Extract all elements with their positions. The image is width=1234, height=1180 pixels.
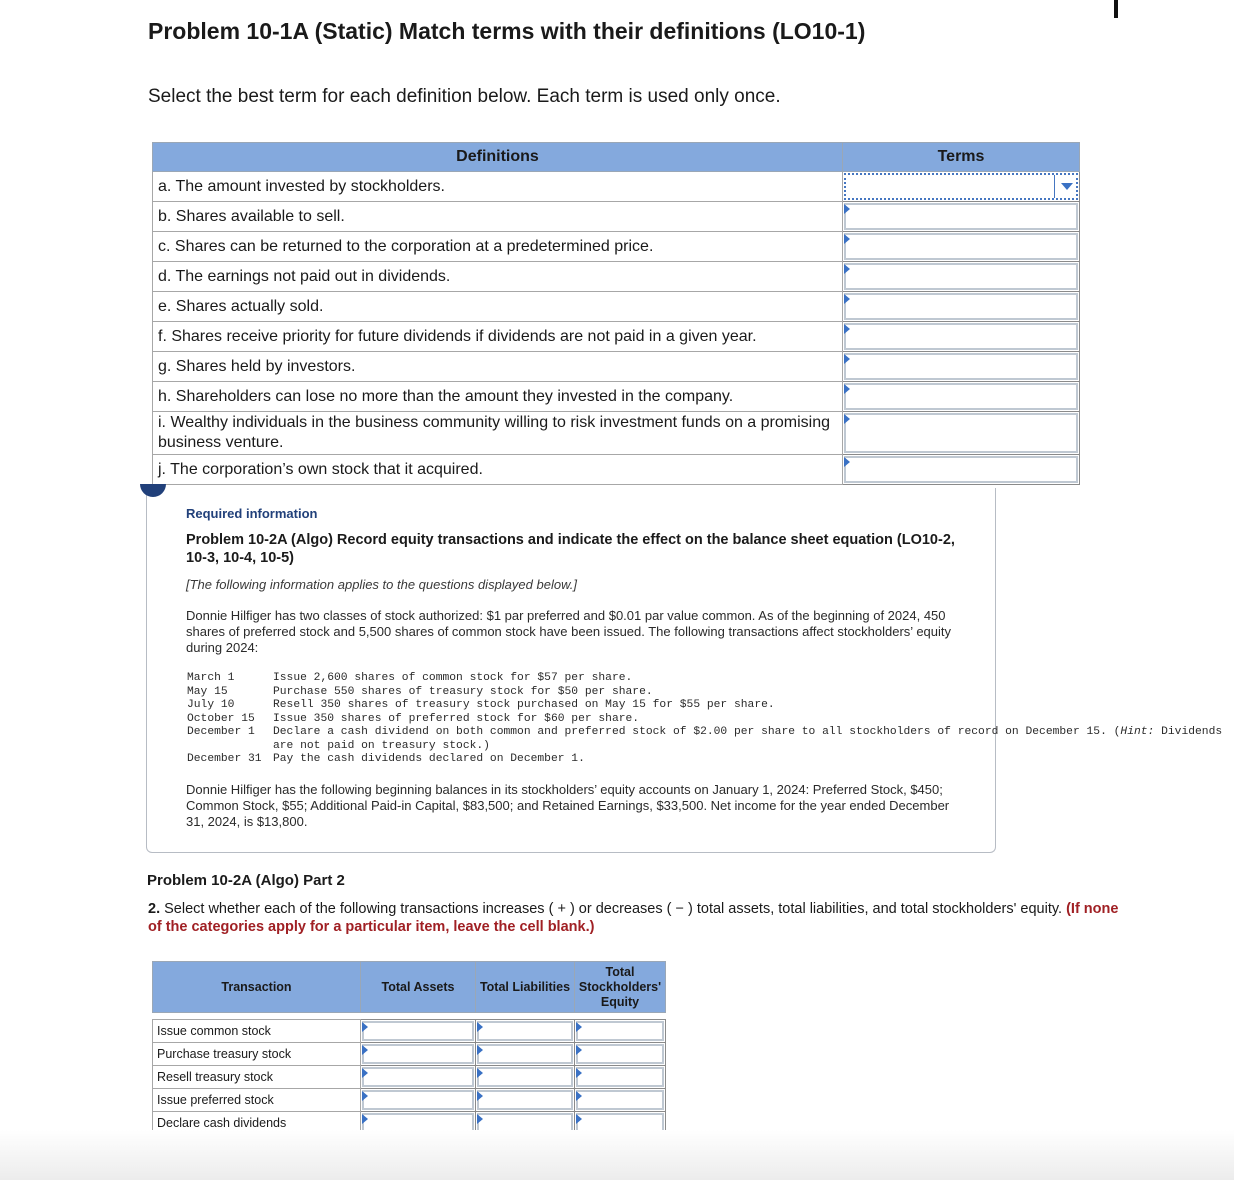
transaction-text: Pay the cash dividends declared on December 1. bbox=[273, 753, 585, 765]
transaction-label: Declare cash dividends bbox=[153, 1112, 361, 1135]
transaction-date: May 15 bbox=[187, 685, 228, 698]
liabilities-select[interactable] bbox=[476, 1089, 575, 1112]
applies-note: [The following information applies to the questions displayed below.] bbox=[186, 577, 577, 592]
equity-select[interactable] bbox=[575, 1066, 666, 1089]
dropdown-marker-icon bbox=[576, 1022, 582, 1032]
bottom-shadow bbox=[0, 1130, 1234, 1180]
equity-select[interactable] bbox=[575, 1020, 666, 1043]
instructions: Select the best term for each definition below. Each term is used only once. bbox=[148, 86, 781, 107]
definition-text: f. Shares receive priority for future dividends if dividends are not paid in a given year. bbox=[153, 322, 843, 352]
transaction-text: Declare a cash dividend on both common and preferred stock of $2.00 per share to all stockholders of record on December 15. bbox=[273, 726, 1107, 738]
dropdown-marker-icon bbox=[844, 457, 850, 467]
dropdown-marker-icon bbox=[844, 324, 850, 334]
transaction-label: Resell treasury stock bbox=[153, 1066, 361, 1089]
dropdown-cell bbox=[844, 263, 1078, 290]
dropdown-marker-icon bbox=[362, 1091, 368, 1101]
term-select[interactable] bbox=[843, 202, 1080, 232]
definition-row bbox=[153, 322, 1080, 352]
definition-row bbox=[153, 412, 1080, 455]
page-title: Problem 10-1A (Static) Match terms with their definitions (LO10-1) bbox=[148, 18, 866, 44]
term-select[interactable] bbox=[843, 232, 1080, 262]
transaction-item bbox=[187, 672, 1234, 686]
dropdown-marker-icon bbox=[844, 204, 850, 214]
definition-row bbox=[153, 202, 1080, 232]
total-liabilities-header: Total Liabilities bbox=[476, 962, 575, 1013]
effects-row bbox=[153, 1043, 666, 1066]
assets-select[interactable] bbox=[361, 1020, 476, 1043]
dropdown-cell bbox=[844, 413, 1078, 453]
dropdown-marker-icon bbox=[477, 1022, 483, 1032]
equity-select[interactable] bbox=[575, 1089, 666, 1112]
dropdown-marker-icon bbox=[362, 1114, 368, 1124]
dropdown-cell bbox=[362, 1021, 474, 1041]
transaction-item bbox=[187, 713, 1234, 727]
matching-table bbox=[152, 142, 1080, 485]
definition-text: j. The corporation’s own stock that it acquired. bbox=[153, 455, 843, 485]
problem-intro: Donnie Hilfiger has two classes of stock authorized: $1 par preferred and $0.01 par value common. As of the beginning of 2024, 450 shares of preferred stock and 5,500 shares of common stock have been issued. The following transactions affect stockholders’ equity during 2024: bbox=[186, 608, 952, 655]
term-select[interactable] bbox=[843, 412, 1080, 455]
dropdown-cell bbox=[576, 1067, 664, 1087]
total-assets-header: Total Assets bbox=[361, 962, 476, 1013]
dropdown-marker-icon bbox=[362, 1068, 368, 1078]
transaction-label: Issue preferred stock bbox=[153, 1089, 361, 1112]
transaction-item bbox=[187, 699, 1234, 713]
effects-row bbox=[153, 1066, 666, 1089]
dropdown-marker-icon bbox=[844, 294, 850, 304]
dropdown-marker-icon bbox=[477, 1068, 483, 1078]
question-number: 2. bbox=[148, 901, 161, 917]
transaction-text: Resell 350 shares of treasury stock purchased on May 15 for $55 per share. bbox=[273, 699, 775, 711]
definition-text: e. Shares actually sold. bbox=[153, 292, 843, 322]
definitions-header: Definitions bbox=[153, 143, 843, 172]
term-select[interactable] bbox=[843, 262, 1080, 292]
effects-header-row bbox=[153, 962, 666, 1013]
text-cursor bbox=[1114, 0, 1118, 18]
definition-text: c. Shares can be returned to the corporation at a predetermined price. bbox=[153, 232, 843, 262]
dropdown-marker-icon bbox=[477, 1114, 483, 1124]
liabilities-select[interactable] bbox=[476, 1020, 575, 1043]
term-select[interactable] bbox=[843, 292, 1080, 322]
dropdown-marker-icon bbox=[477, 1045, 483, 1055]
term-select-focus bbox=[844, 173, 1078, 200]
transaction-item bbox=[187, 726, 1234, 753]
term-select[interactable] bbox=[843, 322, 1080, 352]
dropdown-marker-icon bbox=[362, 1022, 368, 1032]
effects-row bbox=[153, 1089, 666, 1112]
assets-select[interactable] bbox=[361, 1066, 476, 1089]
question bbox=[148, 900, 1123, 936]
dropdown-marker-icon bbox=[844, 414, 850, 424]
dropdown-cell bbox=[576, 1090, 664, 1110]
term-select[interactable] bbox=[843, 352, 1080, 382]
header-spacer bbox=[153, 1013, 666, 1020]
hint-text: Dividends are not paid on treasury stock. bbox=[273, 726, 1223, 752]
dropdown-cell bbox=[576, 1044, 664, 1064]
dropdown-cell bbox=[362, 1044, 474, 1064]
definition-text: a. The amount invested by stockholders. bbox=[153, 172, 843, 202]
total-equity-header: Total Stockholders' Equity bbox=[575, 962, 666, 1013]
transaction-text-with-hint: Declare a cash dividend on both common and preferred stock of $2.00 per share to all stockholders of record on December 15. (Hint: Dividends are not paid on treasury stock.) bbox=[273, 726, 1223, 752]
equity-select[interactable] bbox=[575, 1043, 666, 1066]
effects-row bbox=[153, 1020, 666, 1043]
chevron-down-icon[interactable] bbox=[1061, 183, 1073, 190]
transaction-text: Purchase 550 shares of treasury stock for $50 per share. bbox=[273, 685, 653, 698]
term-select[interactable] bbox=[843, 382, 1080, 412]
definition-text: i. Wealthy individuals in the business community willing to risk investment funds on a promising business venture. bbox=[153, 412, 843, 455]
part-heading: Problem 10-2A (Algo) Part 2 bbox=[147, 872, 345, 889]
definition-row bbox=[153, 172, 1080, 202]
dropdown-marker-icon bbox=[576, 1091, 582, 1101]
definition-row bbox=[153, 352, 1080, 382]
definition-row bbox=[153, 455, 1080, 485]
question-text: Select whether each of the following transactions increases ( + ) or decreases ( − ) total assets, total liabilities, and total stockholders' equity. bbox=[164, 901, 1063, 917]
transaction-text: Issue 2,600 shares of common stock for $57 per share. bbox=[273, 672, 633, 684]
problem-title: Problem 10-2A (Algo) Record equity transactions and indicate the effect on the balance sheet equation (LO10-2, 10-3, 10-4, 10-5) bbox=[186, 532, 955, 566]
beginning-balances: Donnie Hilfiger has the following beginning balances in its stockholders’ equity accounts on January 1, 2024: Preferred Stock, $450; Common Stock, $55; Additional Paid-in Capital, $83,500; and Retained Earnings, $33,500. Net income for the year ended December 31, 2024, is $13,800. bbox=[186, 782, 950, 829]
definition-row bbox=[153, 262, 1080, 292]
definition-row bbox=[153, 232, 1080, 262]
dropdown-cell bbox=[844, 203, 1078, 230]
definition-row bbox=[153, 382, 1080, 412]
transaction-label: Issue common stock bbox=[153, 1020, 361, 1043]
assets-select[interactable] bbox=[361, 1089, 476, 1112]
transaction-item bbox=[187, 686, 1234, 700]
transaction-date: December 31 bbox=[187, 753, 262, 765]
dropdown-cell bbox=[844, 233, 1078, 260]
transaction-text: Issue 350 shares of preferred stock for $60 per share. bbox=[273, 712, 640, 725]
matching-header-row bbox=[153, 143, 1080, 172]
dropdown-cell bbox=[362, 1067, 474, 1087]
terms-header: Terms bbox=[843, 143, 1080, 172]
question-hint: (If none of the categories apply for a particular item, leave the cell blank.) bbox=[148, 901, 1119, 935]
liabilities-select[interactable] bbox=[476, 1043, 575, 1066]
transactions-list bbox=[187, 672, 1234, 767]
transaction-date: July 10 bbox=[187, 699, 235, 711]
definition-text: d. The earnings not paid out in dividends. bbox=[153, 262, 843, 292]
dropdown-marker-icon bbox=[477, 1091, 483, 1101]
dropdown-marker-icon bbox=[576, 1045, 582, 1055]
dropdown-cell bbox=[844, 456, 1078, 483]
spacer-cell bbox=[153, 1013, 666, 1020]
definition-text: b. Shares available to sell. bbox=[153, 202, 843, 232]
dropdown-marker-icon bbox=[844, 234, 850, 244]
definition-text: h. Shareholders can lose no more than the amount they invested in the company. bbox=[153, 382, 843, 412]
dropdown-cell bbox=[844, 383, 1078, 410]
dropdown-marker-icon bbox=[576, 1114, 582, 1124]
select-divider bbox=[1054, 175, 1055, 198]
dropdown-marker-icon bbox=[844, 384, 850, 394]
term-select[interactable] bbox=[843, 172, 1080, 202]
liabilities-select[interactable] bbox=[476, 1066, 575, 1089]
dropdown-cell bbox=[477, 1021, 573, 1041]
term-select[interactable] bbox=[843, 455, 1080, 485]
hint-label: Hint: bbox=[1120, 726, 1155, 738]
dropdown-cell bbox=[844, 353, 1078, 380]
dropdown-marker-icon bbox=[362, 1045, 368, 1055]
dropdown-cell bbox=[576, 1021, 664, 1041]
dropdown-cell bbox=[844, 323, 1078, 350]
dropdown-cell bbox=[477, 1044, 573, 1064]
dropdown-cell bbox=[477, 1090, 573, 1110]
transaction-date: December 1 bbox=[187, 726, 255, 738]
definition-row bbox=[153, 292, 1080, 322]
dropdown-cell bbox=[477, 1067, 573, 1087]
effects-table bbox=[152, 961, 666, 1158]
dropdown-marker-icon bbox=[844, 264, 850, 274]
transaction-date: March 1 bbox=[187, 672, 235, 684]
transaction-label: Purchase treasury stock bbox=[153, 1043, 361, 1066]
dropdown-marker-icon bbox=[844, 354, 850, 364]
dropdown-marker-icon bbox=[576, 1068, 582, 1078]
dropdown-cell bbox=[844, 293, 1078, 320]
definition-text: g. Shares held by investors. bbox=[153, 352, 843, 382]
required-info-label: Required information bbox=[186, 506, 318, 521]
transaction-item bbox=[187, 753, 1234, 767]
transaction-header: Transaction bbox=[153, 962, 361, 1013]
dropdown-cell bbox=[362, 1090, 474, 1110]
transaction-date: October 15 bbox=[187, 712, 255, 725]
assets-select[interactable] bbox=[361, 1043, 476, 1066]
